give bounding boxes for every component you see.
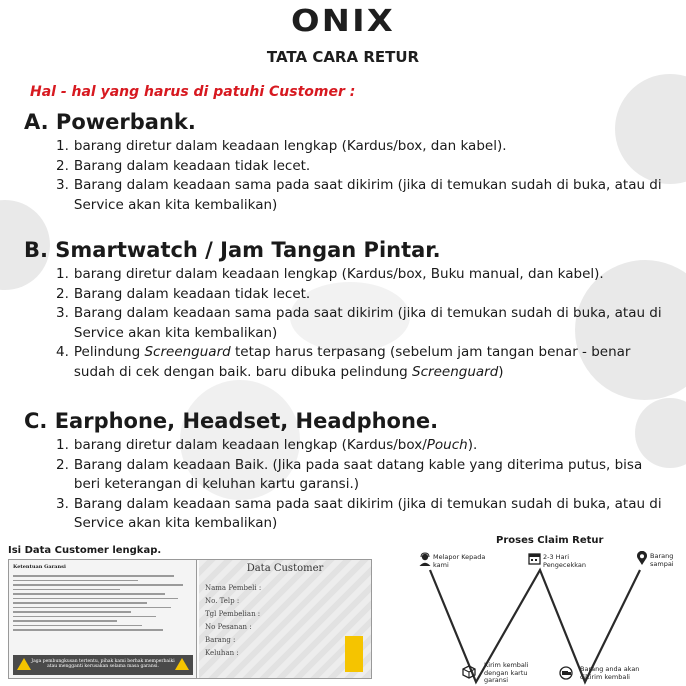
page-title: TATA CARA RETUR	[266, 48, 420, 66]
requirement-list	[24, 137, 670, 215]
field-label: Barang :	[205, 636, 236, 644]
requirement-list	[24, 265, 670, 382]
requirement-list	[24, 436, 670, 534]
item-number: 1.	[56, 266, 69, 282]
rules-heading: Hal - hal yang harus di patuhi Customer :	[30, 84, 356, 100]
item-number: 2.	[56, 285, 69, 302]
field-label: Nama Pembeli :	[205, 584, 262, 592]
warranty-terms-panel	[9, 560, 197, 678]
field-label: Keluhan :	[205, 649, 239, 657]
section-smartwatch	[24, 236, 670, 382]
warranty-card-image	[8, 559, 372, 679]
warranty-terms-text	[9, 575, 196, 631]
item-number: 4.	[56, 344, 69, 360]
package-icon	[462, 665, 476, 679]
list-item	[56, 176, 670, 215]
item-number: 2.	[56, 157, 69, 174]
warranty-terms-header: Ketentuan Garansi	[13, 564, 66, 570]
process-step-label: Barang anda akan dikirim kembali	[580, 665, 640, 681]
item-number: 3.	[56, 177, 69, 193]
process-step-label: Melapor Kepada kami	[433, 553, 486, 569]
list-item	[56, 157, 670, 177]
form-fields	[205, 584, 261, 662]
field-label: No Pesanan :	[205, 623, 252, 631]
item-number: 2.	[56, 456, 69, 473]
form-title: Data Customer	[246, 563, 324, 574]
process-step-label: Kirim kembali dengan kartu garansi	[484, 661, 529, 684]
warranty-warning-banner	[13, 655, 193, 675]
warranty-sticker	[345, 636, 363, 672]
data-customer-form	[199, 560, 371, 678]
list-item	[56, 456, 670, 495]
customer-card-heading: Isi Data Customer lengkap.	[8, 545, 162, 556]
item-text: Barang dalam keadaan sama pada saat dikirim (jika di temukan sudah di buka, atau di Service akan kita kembalikan)	[73, 305, 662, 341]
process-title: Proses Claim Retur	[496, 535, 604, 546]
section-powerbank	[24, 108, 670, 215]
section-title: A. Powerbank.	[24, 110, 196, 134]
location-pin-icon	[636, 551, 648, 566]
item-text: Pelindung Screenguard tetap harus terpasang (sebelum jam tangan benar - benar sudah di cek dengan baik. baru dibuka pelindung Screenguard)	[73, 344, 631, 380]
list-item	[56, 137, 670, 157]
section-title: C. Earphone, Headset, Headphone.	[24, 409, 439, 433]
item-text: Barang dalam keadaan Baik. (Jika pada saat datang kable yang diterima putus, bisa beri keterangan di keluhan kartu garansi.)	[73, 456, 643, 492]
item-number: 3.	[56, 305, 69, 321]
item-text: Barang dalam keadaan tidak lecet.	[73, 285, 311, 302]
field-label: Tgl Pembelian :	[205, 610, 261, 618]
process-step-label: 2-3 Hari Pengecekkan	[543, 553, 587, 569]
section-title: B. Smartwatch / Jam Tangan Pintar.	[24, 238, 441, 262]
brand-logo: ONIX	[290, 4, 396, 39]
section-earphone	[24, 407, 670, 534]
field-label: No. Telp :	[205, 597, 240, 605]
item-text: Barang dalam keadaan sama pada saat dikirim (jika di temukan sudah di buka, atau di Service akan kita kembalikan)	[73, 495, 662, 531]
item-text: barang diretur dalam keadaan lengkap (Kardus/box/Pouch).	[73, 437, 478, 453]
delivery-truck-icon	[558, 666, 578, 680]
list-item	[56, 265, 670, 285]
list-item	[56, 343, 670, 382]
warning-icon	[17, 658, 31, 670]
item-text: Barang dalam keadaan sama pada saat dikirim (jika di temukan sudah di buka, atau di Service akan kita kembalikan)	[73, 177, 662, 213]
list-item	[56, 304, 670, 343]
process-step-label: Barang sampai	[650, 552, 674, 568]
list-item	[56, 285, 670, 305]
item-number: 1.	[56, 138, 69, 154]
item-text: barang diretur dalam keadaan lengkap (Kardus/box, Buku manual, dan kabel).	[73, 266, 604, 282]
item-number: 3.	[56, 495, 69, 512]
list-item	[56, 436, 670, 456]
calendar-icon	[528, 552, 541, 565]
item-text: Barang dalam keadaan tidak lecet.	[73, 157, 311, 174]
warning-icon	[175, 658, 189, 670]
item-text: barang diretur dalam keadaan lengkap (Kardus/box, dan kabel).	[73, 138, 507, 154]
list-item	[56, 495, 670, 534]
support-agent-icon	[418, 552, 432, 566]
item-number: 1.	[56, 437, 69, 453]
warning-text: Jaga pembungkusan tertentu, pihak kami berhak memperbaiki atau mengganti kerusakan selama masa garansi.	[31, 659, 175, 669]
